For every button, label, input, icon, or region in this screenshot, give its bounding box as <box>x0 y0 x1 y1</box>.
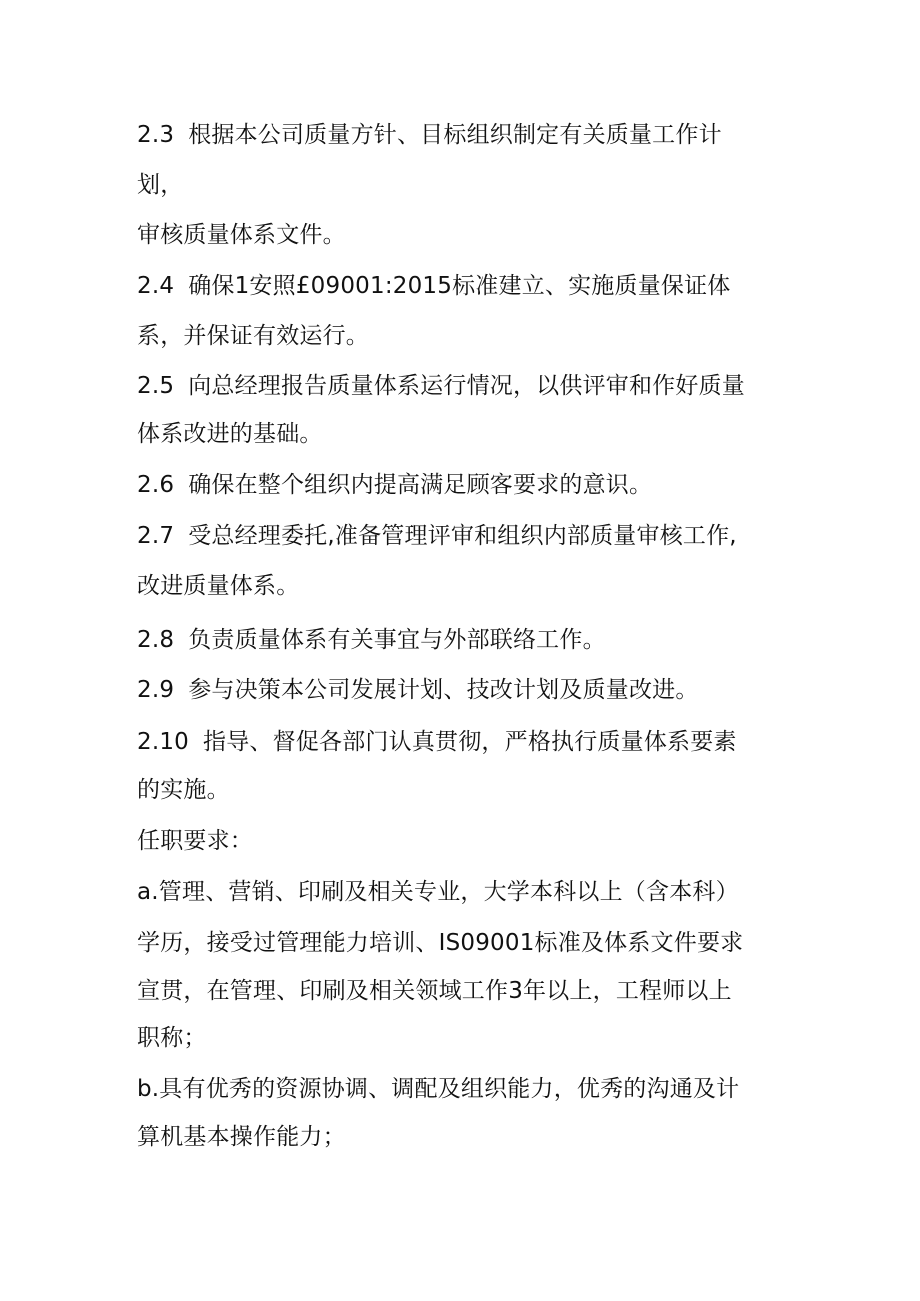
clause-text: 参与决策本公司发展计划、技改计划及质量改进。 <box>188 677 699 703</box>
clause-2-4-line-1 <box>137 271 731 301</box>
clause-text: 改进质量体系。 <box>137 573 300 599</box>
clause-2-7-line-2 <box>137 571 299 601</box>
clause-text: 确保1安照£09001:2015标准建立、实施质量保证体 <box>188 273 731 299</box>
clause-text: 指导、督促各部门认真贯彻，严格执行质量体系要素 <box>203 729 737 755</box>
clause-number: 2.4 <box>137 273 175 299</box>
clause-text: 根据本公司质量方针、目标组织制定有关质量工作计 <box>188 122 722 148</box>
clause-2-10-line-1 <box>137 727 737 757</box>
requirement-a-line-1 <box>137 877 739 907</box>
requirement-text: 算机基本操作能力； <box>137 1124 346 1150</box>
clause-2-8-line-1 <box>137 625 606 655</box>
requirement-text: 宣贯，在管理、印刷及相关领域工作3年以上，工程师以上 <box>137 978 732 1004</box>
clause-2-4-line-2 <box>137 321 369 351</box>
clause-text: 的实施。 <box>137 777 230 803</box>
requirement-a-line-4 <box>137 1023 207 1053</box>
requirement-b-line-1 <box>137 1074 739 1104</box>
clause-2-9-line-1 <box>137 675 699 705</box>
clause-text: 审核质量体系文件。 <box>137 222 346 248</box>
clause-text: 确保在整个组织内提高满足顾客要求的意识。 <box>188 472 653 498</box>
clause-number: 2.7 <box>137 523 175 549</box>
clause-text: 向总经理报告质量体系运行情况，以供评审和作好质量 <box>188 373 745 399</box>
clause-number: 2.9 <box>137 677 175 703</box>
requirement-text: b.具有优秀的资源协调、调配及组织能力，优秀的沟通及计 <box>137 1076 740 1102</box>
requirement-text: 学历，接受过管理能力培训、IS09001标准及体系文件要求 <box>137 930 744 956</box>
clause-text: 负责质量体系有关事宜与外部联络工作。 <box>188 627 606 653</box>
clause-2-7-line-1 <box>137 521 737 551</box>
clause-2-6-line-1 <box>137 470 652 500</box>
clause-2-3-line-3 <box>137 220 346 250</box>
requirement-a-line-2 <box>137 928 743 958</box>
section-heading: 任职要求： <box>137 828 253 854</box>
clause-2-5-line-1 <box>137 371 745 401</box>
clause-number: 2.10 <box>137 729 190 755</box>
clause-text: 划， <box>137 172 184 198</box>
clause-number: 2.8 <box>137 627 175 653</box>
clause-2-5-line-2 <box>137 419 323 449</box>
clause-number: 2.3 <box>137 122 175 148</box>
requirements-heading <box>137 826 253 856</box>
clause-2-10-line-2 <box>137 775 230 805</box>
clause-number: 2.6 <box>137 472 175 498</box>
clause-number: 2.5 <box>137 373 175 399</box>
clause-2-3-line-2 <box>137 170 183 200</box>
clause-text: 受总经理委托,准备管理评审和组织内部质量审核工作, <box>188 523 737 549</box>
clause-text: 系，并保证有效运行。 <box>137 323 369 349</box>
clause-2-3-line-1 <box>137 120 722 150</box>
requirement-b-line-2 <box>137 1122 346 1152</box>
clause-text: 体系改进的基础。 <box>137 421 323 447</box>
requirement-text: 职称； <box>137 1025 207 1051</box>
requirement-text: a.管理、营销、印刷及相关专业，大学本科以上（含本科） <box>137 879 739 905</box>
requirement-a-line-3 <box>137 976 732 1006</box>
